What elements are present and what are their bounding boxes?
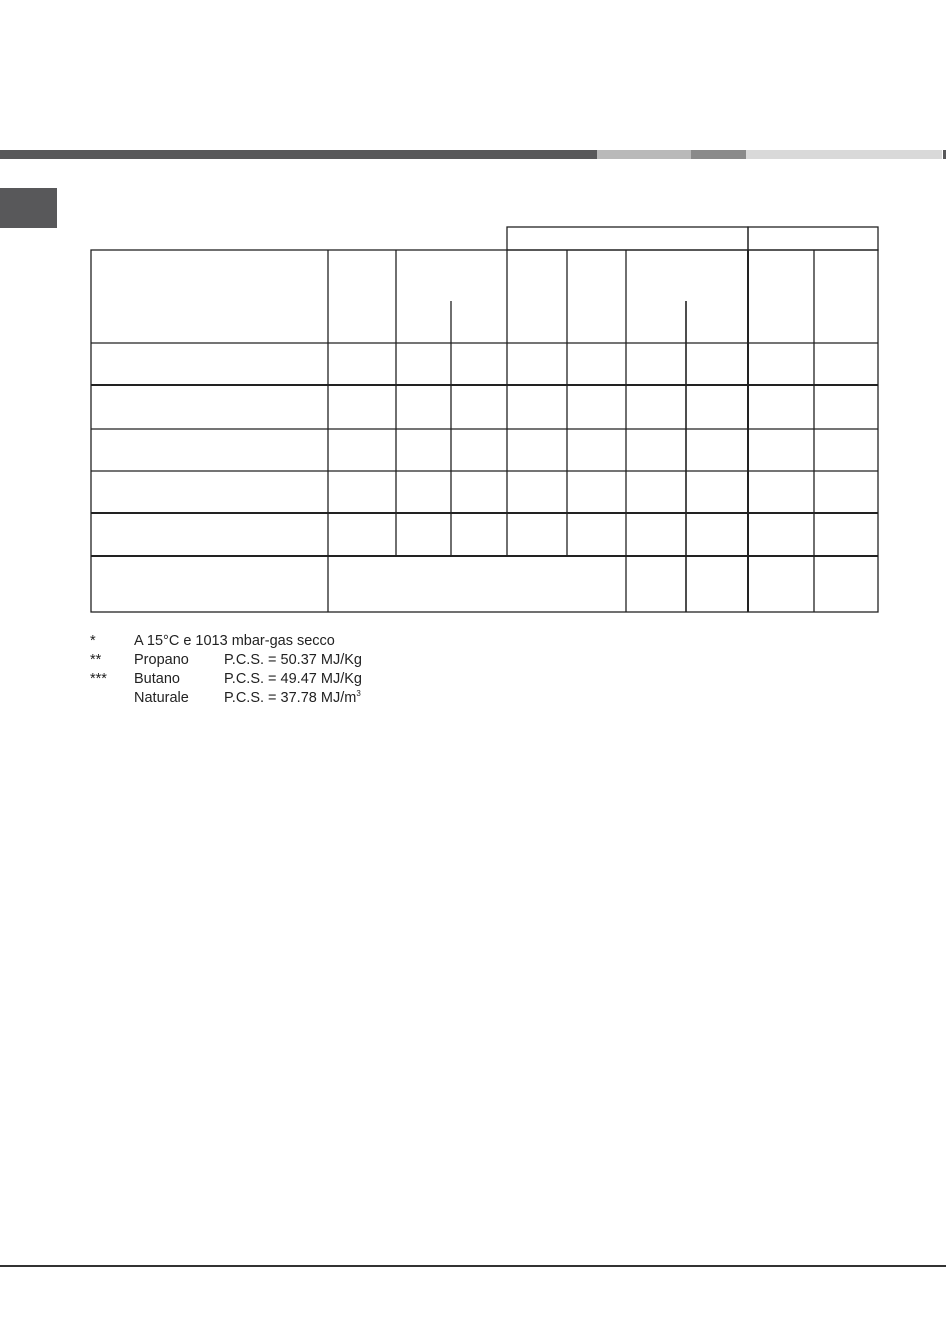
unit-exponent: 3 — [356, 689, 361, 698]
gas-calorific-value-text: P.C.S. = 37.78 MJ/m — [224, 690, 357, 706]
gas-calorific-value: P.C.S. = 50.37 MJ/Kg — [224, 652, 362, 668]
group-header-cell-2 — [748, 227, 878, 250]
gas-calorific-value — [224, 689, 361, 708]
footer-rule — [0, 1265, 946, 1267]
gas-calorific-value: P.C.S. = 49.47 MJ/Kg — [224, 671, 362, 687]
footnote-mark: ** — [90, 652, 102, 668]
footnote-text: A 15°C e 1013 mbar-gas secco — [134, 633, 335, 649]
group-header-cell-1 — [507, 227, 748, 250]
gas-name: Butano — [134, 671, 180, 687]
gas-name: Naturale — [134, 690, 189, 706]
footnote-mark: *** — [90, 671, 107, 687]
footnote-mark: * — [90, 633, 96, 649]
gas-name: Propano — [134, 652, 189, 668]
table-frame — [91, 250, 878, 612]
